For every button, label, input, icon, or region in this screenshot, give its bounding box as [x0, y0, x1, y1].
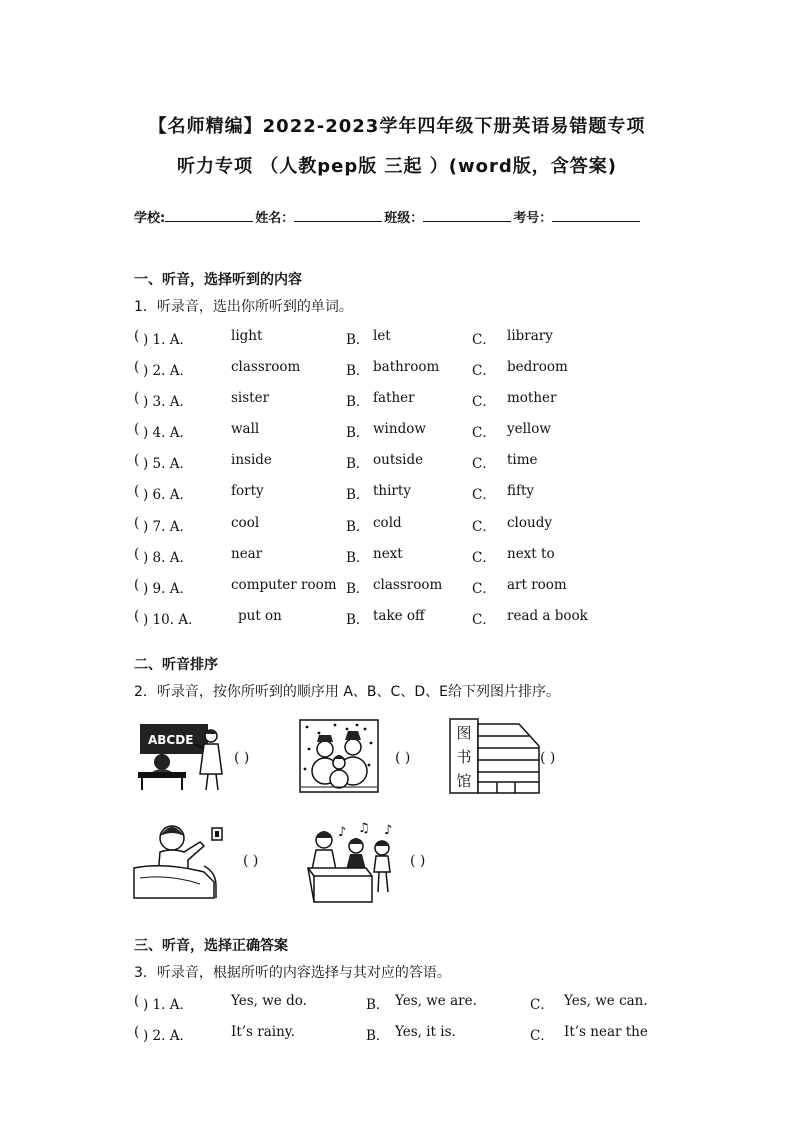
- option-b-label: B．: [346, 550, 370, 566]
- question-number: ) 2. A．: [143, 1028, 193, 1044]
- order-paren-1[interactable]: ( ): [234, 750, 250, 766]
- question-number: ) 6. A．: [143, 487, 193, 503]
- question-row: [134, 608, 694, 628]
- student-info-line: [134, 207, 642, 226]
- option-a[interactable]: classroom: [231, 359, 301, 375]
- option-b[interactable]: cold: [373, 515, 402, 531]
- option-c-label: C．: [472, 519, 496, 535]
- question-number: ) 7. A．: [143, 519, 193, 535]
- option-a[interactable]: computer room: [231, 577, 337, 593]
- question-row: [134, 328, 694, 348]
- option-b-label: B．: [346, 456, 370, 472]
- option-b-label: B．: [346, 363, 370, 379]
- answer-paren[interactable]: (: [134, 359, 140, 375]
- option-b-label: B．: [346, 394, 370, 410]
- question-number: ) 5. A．: [143, 456, 193, 472]
- option-a[interactable]: It’s rainy.: [231, 1024, 295, 1040]
- option-b[interactable]: father: [373, 390, 415, 406]
- answer-paren[interactable]: (: [134, 515, 140, 531]
- option-c[interactable]: library: [507, 328, 553, 344]
- option-c-label: C．: [472, 456, 496, 472]
- school-label: 学校:: [134, 211, 166, 226]
- exam-no-blank[interactable]: [552, 209, 640, 222]
- option-c[interactable]: Yes, we can.: [564, 993, 648, 1009]
- option-c-label: C．: [472, 332, 496, 348]
- class-label: 班级：: [384, 211, 424, 226]
- option-b[interactable]: Yes, we are.: [395, 993, 477, 1009]
- title-line-2: 听力专项 （人教pep版 三起 ）(word版，含答案): [177, 156, 617, 177]
- option-c-label: C．: [472, 425, 496, 441]
- order-paren-4[interactable]: ( ): [243, 853, 259, 869]
- answer-paren[interactable]: (: [134, 546, 140, 562]
- class-blank[interactable]: [423, 209, 511, 222]
- question-row: [134, 452, 694, 472]
- option-c[interactable]: yellow: [507, 421, 551, 437]
- snowmen-picture: [299, 719, 379, 793]
- option-a[interactable]: sister: [231, 390, 270, 406]
- question-number: ) 2. A．: [143, 363, 193, 379]
- answer-paren[interactable]: (: [134, 328, 140, 344]
- option-c-label: C．: [472, 612, 496, 628]
- answer-paren[interactable]: (: [134, 1024, 140, 1040]
- question-number: ) 10. A．: [143, 612, 202, 628]
- question-row: [134, 390, 694, 410]
- question-number: ) 1. A．: [143, 332, 193, 348]
- section2-instruction: 2．听录音，按你所听到的顺序用 A、B、C、D、E给下列图片排序。: [134, 684, 560, 700]
- option-c[interactable]: read a book: [507, 608, 588, 624]
- name-blank[interactable]: [294, 209, 382, 222]
- order-paren-5[interactable]: ( ): [410, 853, 426, 869]
- section3-instruction: 3．听录音，根据所听的内容选择与其对应的答语。: [134, 965, 451, 981]
- answer-paren[interactable]: (: [134, 452, 140, 468]
- option-b-label: B．: [366, 1028, 390, 1044]
- option-b[interactable]: let: [373, 328, 391, 344]
- option-b[interactable]: bathroom: [373, 359, 440, 375]
- option-a[interactable]: light: [231, 328, 263, 344]
- answer-paren[interactable]: (: [134, 390, 140, 406]
- option-b-label: B．: [346, 425, 370, 441]
- name-label: 姓名：: [255, 211, 295, 226]
- option-b-label: B．: [366, 997, 390, 1013]
- option-b-label: B．: [346, 581, 370, 597]
- order-paren-2[interactable]: ( ): [395, 750, 411, 766]
- question-row: [134, 577, 694, 597]
- option-a[interactable]: inside: [231, 452, 272, 468]
- option-b-label: B．: [346, 612, 370, 628]
- option-c[interactable]: next to: [507, 546, 555, 562]
- option-a[interactable]: near: [231, 546, 263, 562]
- option-b-label: B．: [346, 519, 370, 535]
- section1-title: 一、听音，选择听到的内容: [134, 272, 302, 288]
- question-row: [134, 359, 694, 379]
- section2-title: 二、听音排序: [134, 657, 218, 673]
- option-c[interactable]: fifty: [507, 483, 535, 499]
- music-note-icon: ♪: [384, 823, 393, 838]
- library-sign-char-3: 馆: [456, 772, 472, 790]
- question-row: [134, 483, 694, 503]
- option-c-label: C．: [472, 363, 496, 379]
- option-c-label: C．: [472, 394, 496, 410]
- option-c-label: C．: [530, 997, 554, 1013]
- teacher-board-picture: [138, 720, 224, 792]
- answer-paren[interactable]: (: [134, 608, 140, 624]
- singing-children-picture: [306, 822, 398, 902]
- question-row: [134, 515, 694, 535]
- option-c[interactable]: cloudy: [507, 515, 552, 531]
- option-b[interactable]: window: [373, 421, 426, 437]
- option-c-label: C．: [472, 581, 496, 597]
- option-a[interactable]: put on: [238, 608, 282, 624]
- option-c[interactable]: mother: [507, 390, 557, 406]
- option-c[interactable]: art room: [507, 577, 567, 593]
- question-number: ) 3. A．: [143, 394, 193, 410]
- question-number: ) 9. A．: [143, 581, 193, 597]
- answer-paren[interactable]: (: [134, 993, 140, 1009]
- option-c[interactable]: time: [507, 452, 538, 468]
- question-row: [134, 993, 694, 1013]
- option-c-label: C．: [530, 1028, 554, 1044]
- library-sign-char-1: 图: [456, 724, 472, 742]
- option-b[interactable]: thirty: [373, 483, 411, 499]
- board-text: ABCDE: [148, 733, 194, 747]
- option-b[interactable]: classroom: [373, 577, 443, 593]
- option-b[interactable]: take off: [373, 608, 425, 624]
- answer-paren[interactable]: (: [134, 483, 140, 499]
- question-row: [134, 421, 694, 441]
- title-line-1: 【名师精编】2022-2023学年四年级下册英语易错题专项: [148, 116, 646, 137]
- option-c-label: C．: [472, 550, 496, 566]
- school-blank[interactable]: [165, 209, 253, 222]
- music-note-icon: ♪: [338, 825, 347, 840]
- option-b-label: B．: [346, 487, 370, 503]
- option-c[interactable]: bedroom: [507, 359, 568, 375]
- question-number: ) 1. A．: [143, 997, 193, 1013]
- option-a[interactable]: forty: [231, 483, 264, 499]
- option-b[interactable]: outside: [373, 452, 424, 468]
- order-paren-3[interactable]: ( ): [540, 750, 556, 766]
- exam-no-label: 考号：: [513, 211, 553, 226]
- option-b-label: B．: [346, 332, 370, 348]
- option-a[interactable]: cool: [231, 515, 260, 531]
- option-a[interactable]: Yes, we do.: [231, 993, 307, 1009]
- answer-paren[interactable]: (: [134, 577, 140, 593]
- section3-title: 三、听音，选择正确答案: [134, 938, 288, 954]
- library-picture: [449, 718, 541, 794]
- section1-instruction: 1．听录音，选出你所听到的单词。: [134, 299, 353, 315]
- option-b[interactable]: Yes, it is.: [395, 1024, 456, 1040]
- music-note-icon: ♫: [358, 821, 370, 836]
- question-row: [134, 546, 694, 566]
- option-b[interactable]: next: [373, 546, 403, 562]
- boy-light-switch-picture: [134, 818, 232, 900]
- option-c[interactable]: It’s near the: [564, 1024, 648, 1040]
- question-number: ) 8. A．: [143, 550, 193, 566]
- option-c-label: C．: [472, 487, 496, 503]
- option-a[interactable]: wall: [231, 421, 260, 437]
- answer-paren[interactable]: (: [134, 421, 140, 437]
- library-sign-char-2: 书: [456, 748, 472, 766]
- question-row: [134, 1024, 694, 1044]
- question-number: ) 4. A．: [143, 425, 193, 441]
